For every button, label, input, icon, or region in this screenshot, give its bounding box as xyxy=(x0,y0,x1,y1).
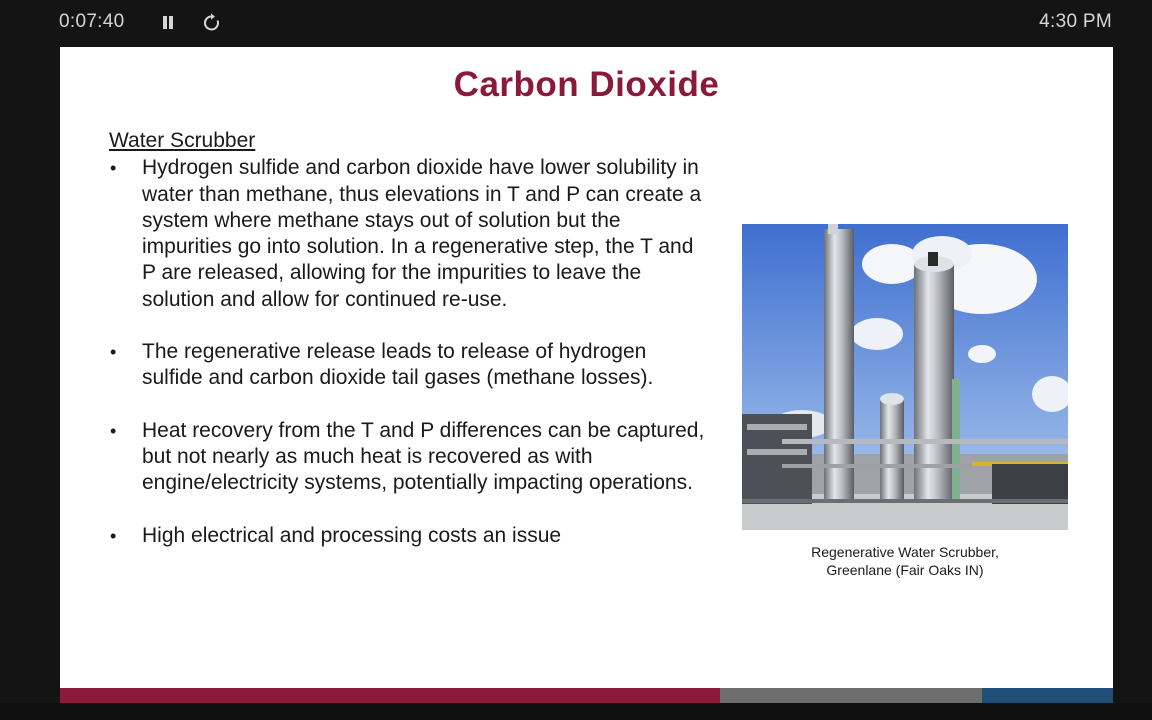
image-caption: Regenerative Water Scrubber, Greenlane (Fair Oaks IN) xyxy=(811,544,999,578)
elapsed-time: 0:07:40 xyxy=(59,11,125,32)
bullet-item: • The regenerative release leads to release of hydrogen sulfide and carbon dioxide tail gases (methane losses). xyxy=(109,339,709,392)
replay-button[interactable] xyxy=(201,12,223,34)
bullet-list xyxy=(109,155,709,549)
footer-bar-gray xyxy=(720,688,982,703)
pause-icon xyxy=(163,16,167,29)
bullet-item: • Heat recovery from the T and P differences can be captured, but not nearly as much heat is recovered as with engine/electricity systems, potentially impacting operations. xyxy=(109,418,709,497)
presentation-slide xyxy=(60,47,1113,688)
bullet-item: • High electrical and processing costs an issue xyxy=(109,523,709,549)
pause-button[interactable] xyxy=(160,14,176,32)
water-scrubber-photo xyxy=(742,224,1068,530)
slide-subheading: Water Scrubber xyxy=(109,129,256,152)
footer-bar-blue xyxy=(982,688,1113,703)
footer-bar-red xyxy=(60,688,720,703)
system-clock: 4:30 PM xyxy=(1039,11,1112,32)
slide-title: Carbon Dioxide xyxy=(453,65,720,104)
slide-body xyxy=(109,128,709,549)
player-top-bar xyxy=(0,0,1152,46)
bottom-strip xyxy=(0,703,1152,720)
replay-icon xyxy=(201,12,223,34)
bullet-item: • Hydrogen sulfide and carbon dioxide have lower solubility in water than methane, thus elevations in T and P can create a system where methane stays out of solution but the impurities go into solution. In a regenerative step, the T and P are released, allowing for the impurities to leave the solution and allow for continued re-use. xyxy=(109,155,709,313)
